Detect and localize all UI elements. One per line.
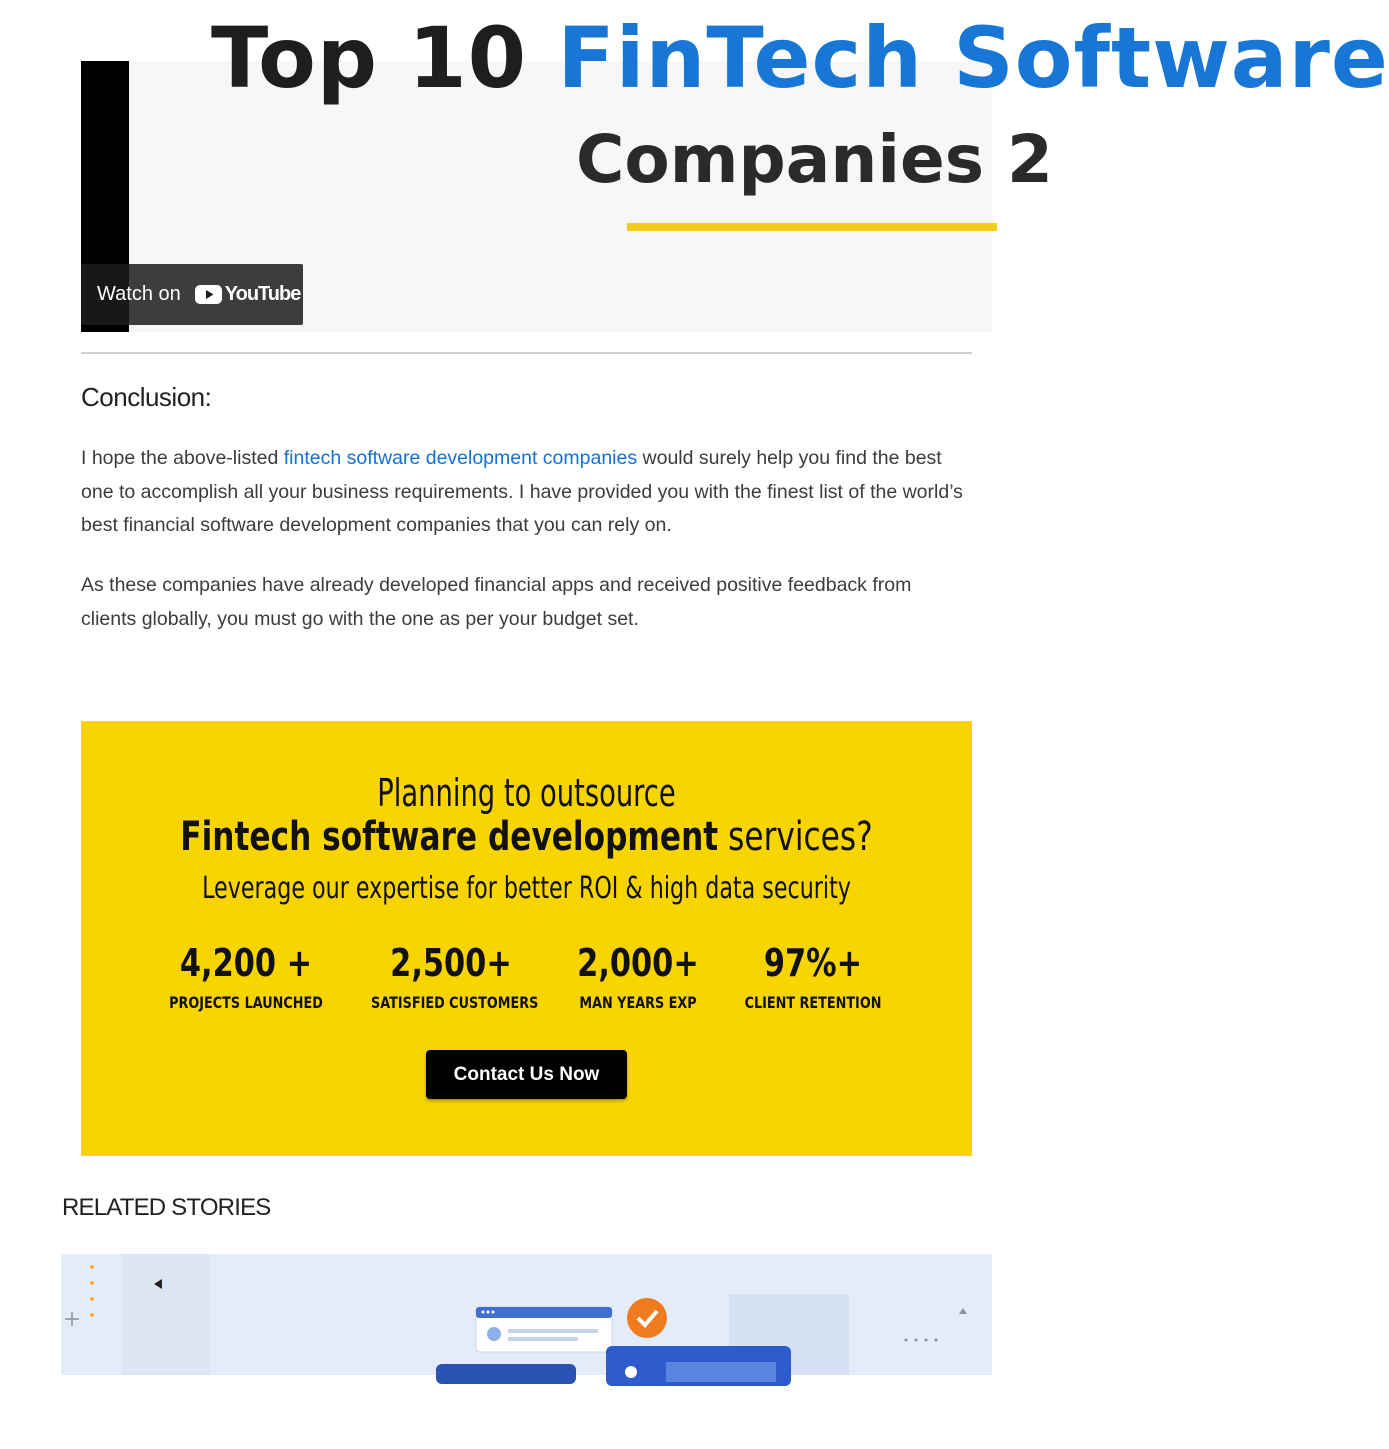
- thumbnail-title-line1: Top 10 FinTech Software: [211, 9, 1389, 107]
- youtube-wordmark: YouTube: [224, 283, 301, 305]
- youtube-video-embed[interactable]: [81, 9, 1389, 332]
- thumbnail-underline: [627, 223, 997, 231]
- youtube-play-icon: [195, 285, 222, 304]
- conclusion-heading: Conclusion:: [81, 382, 212, 412]
- related-story-card[interactable]: [61, 1254, 992, 1375]
- stat-label: SATISFIED CUSTOMERS: [371, 993, 539, 1012]
- stat-projects: [146, 941, 346, 1012]
- stat-retention: [713, 941, 913, 1012]
- section-divider: [81, 352, 972, 354]
- youtube-logo: [195, 283, 301, 306]
- stat-label: CLIENT RETENTION: [744, 993, 882, 1012]
- conclusion-paragraph-2: As these companies have already developed financial apps and received positive feedback from clients globally, you must go with the one as per your budget set.: [81, 574, 912, 630]
- stat-label: PROJECTS LAUNCHED: [169, 993, 323, 1012]
- cta-headline-line1: Planning to outsource: [377, 771, 676, 815]
- cta-subheadline: Leverage our expertise for better ROI & high data security: [202, 871, 851, 906]
- watch-on-label: Watch on: [97, 283, 181, 305]
- stat-value: 97%+: [763, 941, 863, 985]
- stat-customers: [351, 941, 551, 1012]
- stat-man-years: [538, 941, 738, 1012]
- watch-on-youtube-button[interactable]: [81, 264, 303, 325]
- conclusion-paragraph-1: I hope the above-listed fintech software development companies would surely help you find the best one to accomplish all your business requirements. I have provided you with the finest list of the world’s best financial software development companies that you can rely on.: [81, 447, 963, 536]
- outsourcing-cta-banner: [81, 721, 972, 1156]
- cta-headline-line2: Fintech software development services?: [180, 814, 873, 860]
- fintech-companies-link[interactable]: fintech software development companies: [283, 447, 638, 469]
- stat-value: 2,500+: [390, 941, 512, 985]
- story-illustration: [61, 1254, 992, 1375]
- cta-stats: [81, 941, 972, 1021]
- stat-label: MAN YEARS EXP: [579, 993, 697, 1012]
- stat-value: 4,200 +: [179, 941, 313, 985]
- contact-us-button[interactable]: Contact Us Now: [426, 1050, 627, 1099]
- related-stories-heading: RELATED STORIES: [62, 1194, 271, 1221]
- thumbnail-title-line2: Companies 2: [576, 121, 1053, 198]
- stat-value: 2,000+: [577, 941, 699, 985]
